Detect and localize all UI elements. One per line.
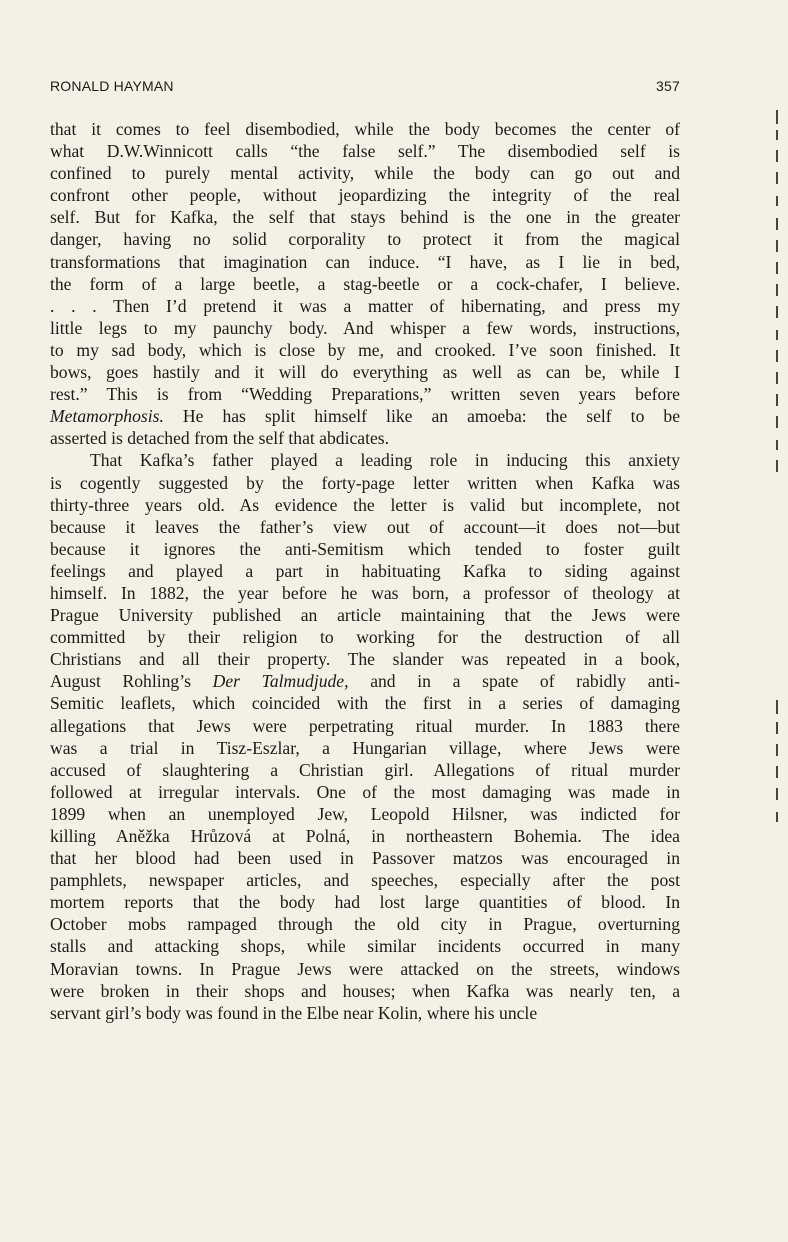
gutter-scan-mark (776, 110, 778, 124)
text-line: Christians and all their property. The slander was repeated in a book, (50, 649, 680, 670)
text-line: thirty-three years old. As evidence the letter is valid but incomplete, not (50, 494, 680, 515)
text-line: October mobs rampaged through the old city in Prague, overturning (50, 914, 680, 935)
text-line: to my sad body, which is close by me, and crooked. I’ve soon finished. It (50, 339, 680, 360)
text-line: because it leaves the father’s view out of account—it does not—but (50, 516, 680, 537)
text-line-segment: August Rohling’s (50, 671, 213, 692)
text-line: transformations that imagination can induce. “I have, as I lie in bed, (50, 251, 680, 272)
gutter-scan-mark (776, 812, 778, 822)
text-line: bows, goes hastily and it will do everything as well as can be, while I (50, 362, 680, 383)
text-line: That Kafka’s father played a leading role in inducing this anxiety (90, 450, 680, 471)
gutter-scan-mark (776, 416, 778, 428)
gutter-scan-mark (776, 700, 778, 714)
gutter-scan-mark (776, 766, 778, 778)
gutter-scan-mark (776, 218, 778, 230)
gutter-scan-mark (776, 460, 778, 472)
text-line: mortem reports that the body had lost large quantities of blood. In (50, 892, 680, 913)
text-line (50, 670, 680, 692)
gutter-scan-mark (776, 172, 778, 184)
text-line: what D.W.Winnicott calls “the false self.” The disembodied self is (50, 141, 680, 162)
text-line: allegations that Jews were perpetrating ritual murder. In 1883 there (50, 715, 680, 736)
text-line: Moravian towns. In Prague Jews were attacked on the streets, windows (50, 958, 680, 979)
text-line: self. But for Kafka, the self that stays behind is the one in the greater (50, 207, 680, 228)
text-line-segment: He has split himself like an amoeba: the self to be (163, 406, 680, 427)
gutter-scan-mark (776, 306, 778, 318)
running-head (50, 78, 680, 98)
gutter-scan-mark (776, 130, 778, 140)
gutter-scan-mark (776, 262, 778, 274)
text-line: were broken in their shops and houses; when Kafka was nearly ten, a (50, 980, 680, 1001)
paragraph-1 (50, 118, 680, 449)
text-line: feelings and played a part in habituating Kafka to siding against (50, 560, 680, 581)
gutter-scan-mark (776, 722, 778, 734)
text-line: that it comes to feel disembodied, while the body becomes the center of (50, 119, 680, 139)
gutter-scan-mark (776, 394, 778, 406)
text-line: servant girl’s body was found in the Elbe near Kolin, where his uncle (50, 1002, 538, 1023)
text-line: confined to purely mental activity, while the body can go out and (50, 163, 680, 184)
text-line: confront other people, without jeopardizing the integrity of the real (50, 185, 680, 206)
text-line: was a trial in Tisz-Eszlar, a Hungarian village, where Jews were (50, 737, 680, 758)
italic-title: Metamorphosis. (50, 406, 164, 427)
text-line: pamphlets, newspaper articles, and speeches, especially after the post (50, 870, 680, 891)
paragraph-2 (50, 449, 680, 1023)
text-line (50, 405, 680, 427)
text-line: Semitic leaflets, which coincided with the first in a series of damaging (50, 693, 680, 714)
text-line-segment: and in a spate of rabidly anti- (348, 671, 681, 692)
text-line: himself. In 1882, the year before he was born, a professor of theology at (50, 582, 680, 603)
text-line: rest.” This is from “Wedding Preparations,” written seven years before (50, 384, 680, 405)
text-line: that her blood had been used in Passover matzos was encouraged in (50, 848, 680, 869)
gutter-scan-mark (776, 284, 778, 296)
text-line: the form of a large beetle, a stag-beetle or a cock-chafer, I believe. (50, 273, 680, 294)
gutter-scan-mark (776, 744, 778, 756)
text-line: stalls and attacking shops, while similar incidents occurred in many (50, 936, 680, 957)
gutter-scan-mark (776, 440, 778, 450)
text-line: because it ignores the anti-Semitism which tended to foster guilt (50, 538, 680, 559)
gutter-scan-mark (776, 196, 778, 206)
text-line: danger, having no solid corporality to protect it from the magical (50, 229, 680, 250)
text-line: asserted is detached from the self that abdicates. (50, 428, 390, 449)
text-line: committed by their religion to working for the destruction of all (50, 627, 680, 648)
italic-title: Der Talmudjude, (212, 671, 349, 692)
text-line: 1899 when an unemployed Jew, Leopold Hilsner, was indicted for (50, 803, 680, 824)
text-line: is cogently suggested by the forty-page letter written when Kafka was (50, 472, 680, 493)
gutter-scan-mark (776, 788, 778, 800)
gutter-scan-mark (776, 350, 778, 362)
text-line: followed at irregular intervals. One of the most damaging was made in (50, 781, 680, 802)
text-line: accused of slaughtering a Christian girl. Allegations of ritual murder (50, 759, 680, 780)
text-line: little legs to my paunchy body. And whisper a few words, instructions, (50, 317, 680, 338)
gutter-scan-mark (776, 240, 778, 252)
text-line: Prague University published an article maintaining that the Jews were (50, 605, 680, 626)
running-head-author: RONALD HAYMAN (50, 78, 174, 94)
gutter-scan-mark (776, 150, 778, 162)
body-text (50, 118, 680, 1024)
gutter-scan-mark (776, 330, 778, 340)
gutter-scan-mark (776, 372, 778, 384)
page-number: 357 (656, 78, 680, 94)
text-line: killing Aněžka Hrůzová at Polná, in northeastern Bohemia. The idea (50, 826, 680, 846)
text-line: . . . Then I’d pretend it was a matter of hibernating, and press my (50, 295, 680, 316)
